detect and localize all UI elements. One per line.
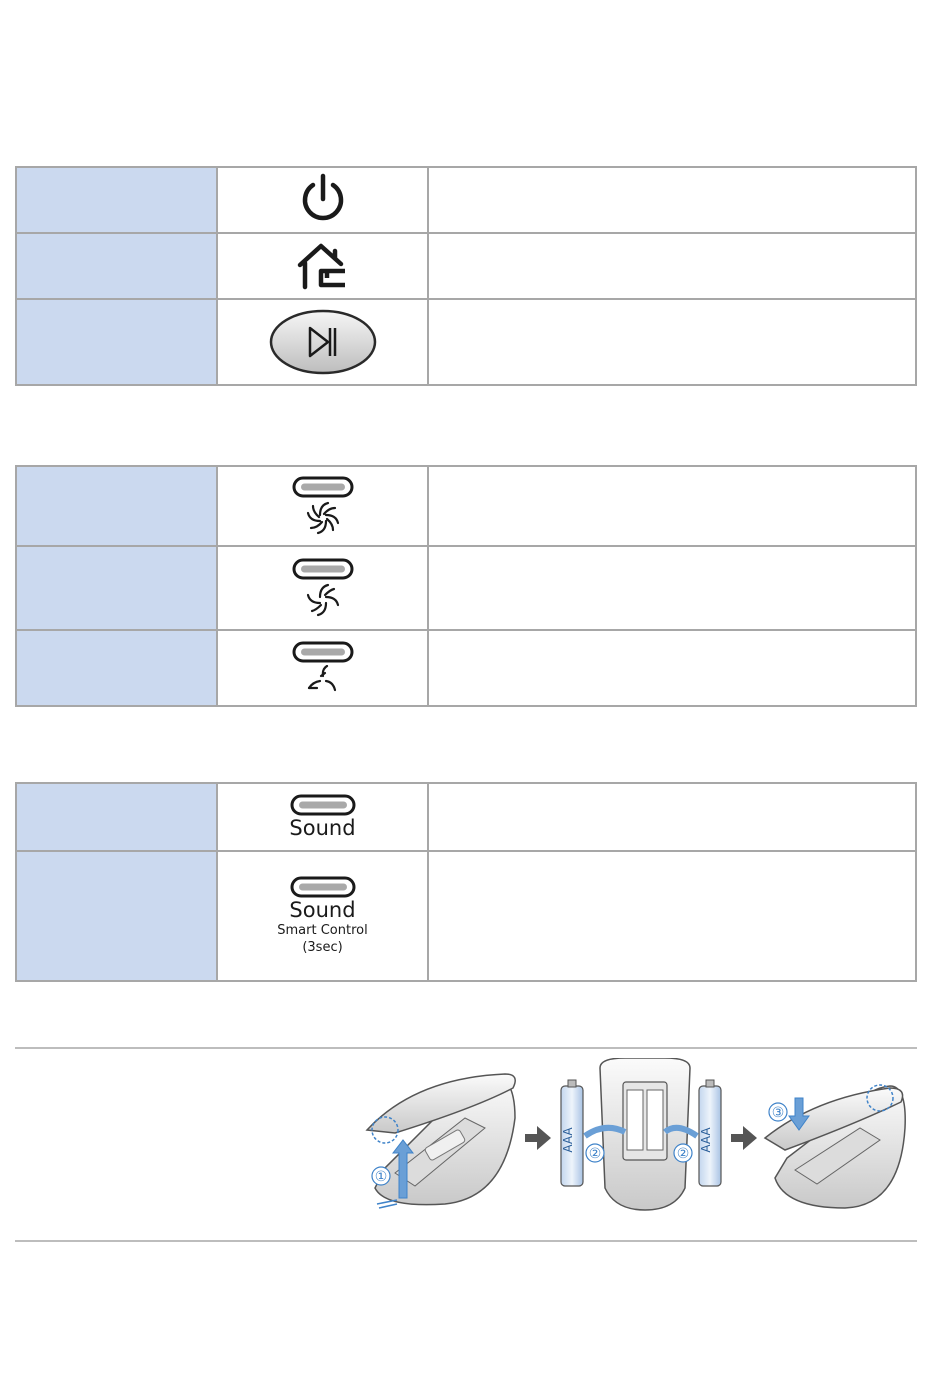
sound-label: Sound bbox=[289, 816, 356, 840]
arrow-right-icon bbox=[731, 1126, 757, 1150]
section-divider-bottom bbox=[15, 1240, 917, 1242]
description-cell bbox=[428, 851, 916, 981]
label-cell bbox=[16, 783, 217, 851]
pill-button-icon bbox=[292, 558, 354, 580]
label-cell bbox=[16, 851, 217, 981]
button-table-fan-speed bbox=[15, 465, 917, 707]
home-source-icon bbox=[297, 241, 349, 291]
sound-button-icon bbox=[290, 876, 356, 898]
step-2-label: ② bbox=[676, 1146, 690, 1162]
hold-duration-label: (3sec) bbox=[302, 940, 343, 955]
battery-label: AAA bbox=[699, 1127, 713, 1153]
icon-cell bbox=[217, 630, 428, 706]
button-table-power-home-play bbox=[15, 166, 917, 386]
icon-cell bbox=[217, 466, 428, 546]
label-cell bbox=[16, 466, 217, 546]
description-cell bbox=[428, 783, 916, 851]
icon-cell bbox=[217, 546, 428, 630]
description-cell bbox=[428, 546, 916, 630]
play-pause-button bbox=[268, 308, 378, 376]
table-row bbox=[16, 167, 916, 233]
step-2-label: ② bbox=[588, 1146, 602, 1162]
remote-insert-batteries-step bbox=[561, 1058, 721, 1210]
table-row bbox=[16, 466, 916, 546]
fan-speed-medium-icon bbox=[303, 582, 343, 618]
table-row bbox=[16, 783, 916, 851]
icon-cell bbox=[217, 851, 428, 981]
arrow-right-icon bbox=[525, 1126, 551, 1150]
step-1-label: ① bbox=[374, 1169, 388, 1185]
table-row bbox=[16, 299, 916, 385]
step-3-label: ③ bbox=[771, 1105, 785, 1121]
description-cell bbox=[428, 466, 916, 546]
table-row bbox=[16, 546, 916, 630]
button-table-sound bbox=[15, 782, 917, 982]
table-row bbox=[16, 630, 916, 706]
table-row bbox=[16, 851, 916, 981]
icon-cell bbox=[217, 233, 428, 299]
table-row bbox=[16, 233, 916, 299]
sound-button-icon bbox=[290, 794, 356, 816]
label-cell bbox=[16, 299, 217, 385]
label-cell bbox=[16, 167, 217, 233]
label-cell bbox=[16, 546, 217, 630]
label-cell bbox=[16, 233, 217, 299]
description-cell bbox=[428, 630, 916, 706]
description-cell bbox=[428, 233, 916, 299]
pill-button-icon bbox=[292, 641, 354, 663]
battery-replacement-illustration bbox=[355, 1058, 915, 1218]
fan-speed-low-icon bbox=[303, 665, 343, 695]
icon-cell bbox=[217, 299, 428, 385]
power-icon bbox=[298, 173, 348, 227]
pill-button-icon bbox=[292, 476, 354, 498]
description-cell bbox=[428, 299, 916, 385]
smart-control-label: Smart Control bbox=[277, 923, 368, 938]
sound-label: Sound bbox=[289, 898, 356, 922]
remote-close-cover-step bbox=[765, 1085, 905, 1208]
battery-label: AAA bbox=[561, 1127, 575, 1153]
description-cell bbox=[428, 167, 916, 233]
icon-cell bbox=[217, 783, 428, 851]
label-cell bbox=[16, 630, 217, 706]
remote-open-cover-step bbox=[367, 1074, 515, 1208]
icon-cell bbox=[217, 167, 428, 233]
fan-speed-high-icon bbox=[303, 500, 343, 536]
section-divider-top bbox=[15, 1047, 917, 1049]
